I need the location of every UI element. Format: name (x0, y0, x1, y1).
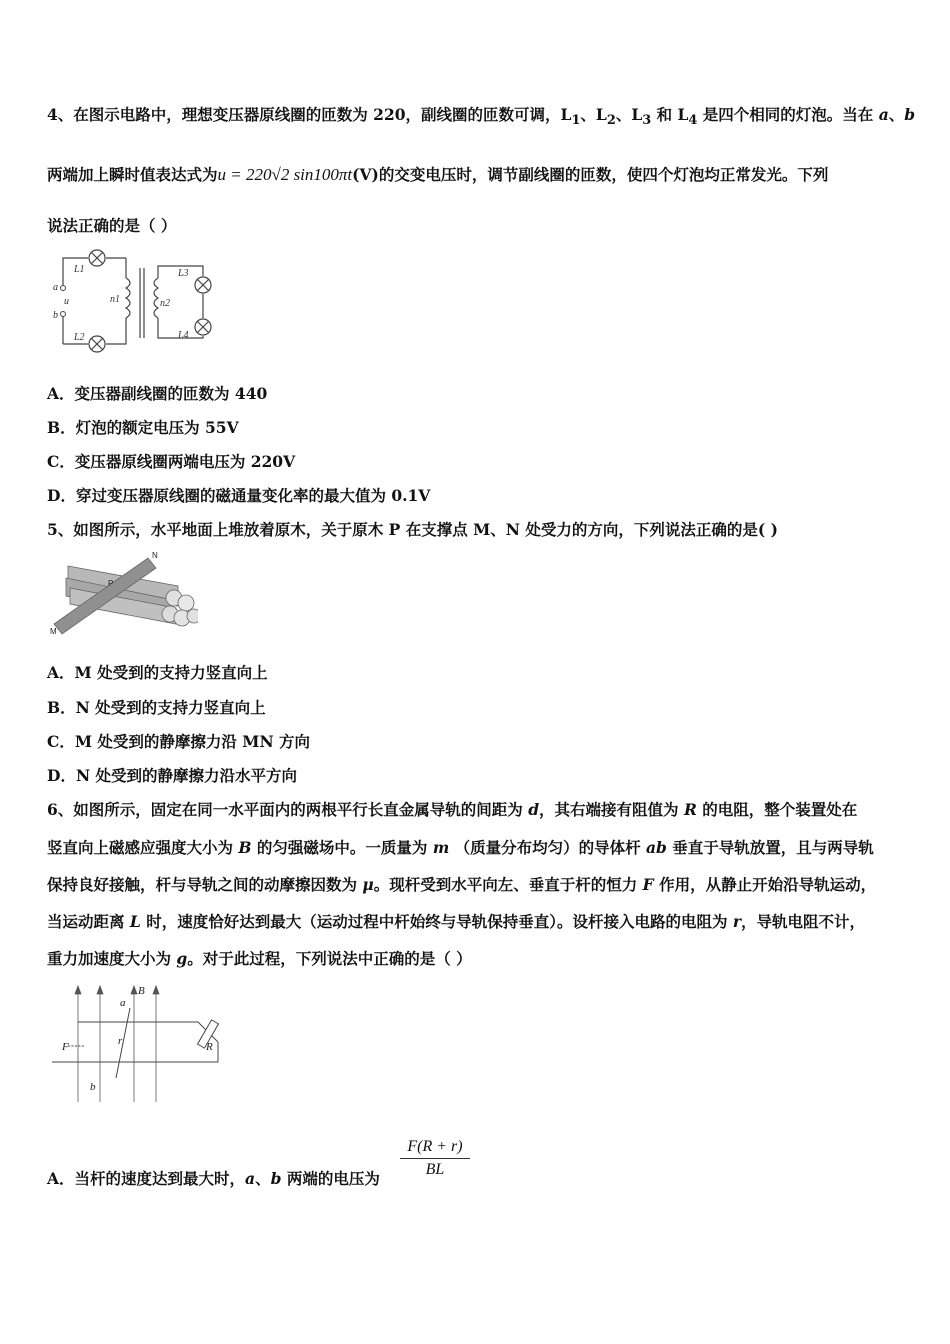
label-rod-b: b (90, 1081, 96, 1093)
q6-stem-line2: 竖直向上磁感应强度大小为 B 的匀强磁场中。一质量为 m （质量分布均匀）的导体杆 ab 垂直于导轨放置，且与两导轨 (47, 838, 874, 857)
q5-option-d: D．N 处受到的静摩擦力沿水平方向 (47, 766, 298, 785)
lamp-l1-icon (89, 250, 105, 266)
q6-stem-line4: 当运动距离 L 时，速度恰好达到最大（运动过程中杆始终与导轨保持垂直）。设杆接入电路的电阻为 r，导轨电阻不计， (47, 912, 866, 931)
label-rod-a: a (120, 997, 126, 1009)
label-m: M (50, 627, 57, 636)
q4-stem-line2: 两端加上瞬时值表达式为u = 220√2 sin100πt(V)的交变电压时，调节副线圈的匝数，使四个灯泡均正常发光。下列 (47, 165, 829, 184)
q4-formula: u = 220√2 sin100πt (217, 165, 353, 184)
q4-option-b: B．灯泡的额定电压为 55V (47, 418, 239, 437)
lamp-l2-icon (89, 336, 105, 352)
q6-option-a-fraction: $\frac{F(R + r)}{BL}$ (400, 1138, 470, 1179)
q6-rails-figure (48, 982, 240, 1106)
q5-logs-figure (48, 548, 198, 636)
label-p: P (108, 579, 114, 588)
q6-stem-line1: 6、如图所示，固定在同一水平面内的两根平行长直金属导轨的间距为 d，其右端接有阻值为 R 的电阻，整个装置处在 (47, 800, 858, 819)
lamp-l3-icon (195, 277, 211, 293)
q5-stem: 5、如图所示，水平地面上堆放着原木，关于原木 P 在支撑点 M、N 处受力的方向，下列说法正确的是( ) (47, 520, 778, 539)
label-l1: L1 (74, 264, 85, 275)
q4-option-d: D．穿过变压器原线圈的磁通量变化率的最大值为 0.1V (47, 486, 431, 505)
q4-circuit-figure (48, 248, 226, 356)
label-a: a (53, 282, 58, 293)
label-force-f: F (62, 1041, 69, 1053)
label-rod-r: r (118, 1035, 123, 1047)
q4-stem-line3: 说法正确的是（ ） (47, 216, 177, 235)
label-n1: n1 (110, 294, 120, 305)
label-l4: L4 (178, 330, 189, 341)
q6-stem-line5: 重力加速度大小为 g。对于此过程，下列说法中正确的是（ ） (47, 949, 472, 968)
q6-stem-line3: 保持良好接触，杆与导轨之间的动摩擦因数为 μ。现杆受到水平向左、垂直于杆的恒力 F 作用，从静止开始沿导轨运动， (47, 875, 877, 894)
q6-option-a: A．当杆的速度达到最大时，a、b 两端的电压为 (47, 1169, 380, 1188)
label-l3: L3 (178, 268, 189, 279)
label-n: N (152, 551, 158, 560)
label-n2: n2 (160, 298, 170, 309)
q4-stem-line1: 4、在图示电路中，理想变压器原线圈的匝数为 220，副线圈的匝数可调，$L_1$、$L_2$、$L_3$ 和 $L_4$ 是四个相同的灯泡。当在 a、b (47, 105, 916, 129)
lamp-l4-icon (195, 319, 211, 335)
q5-option-b: B．N 处受到的支持力竖直向上 (47, 698, 266, 717)
label-b: b (53, 310, 58, 321)
label-l2: L2 (74, 332, 85, 343)
q4-option-a: A．变压器副线圈的匝数为 440 (47, 384, 268, 403)
q5-option-c: C．M 处受到的静摩擦力沿 MN 方向 (47, 732, 311, 751)
q5-option-a: A．M 处受到的支持力竖直向上 (47, 663, 268, 682)
label-u: u (64, 296, 69, 307)
label-resistor-r: R (206, 1041, 213, 1053)
label-field-b: B (138, 985, 145, 997)
q4-option-c: C．变压器原线圈两端电压为 220V (47, 452, 296, 471)
